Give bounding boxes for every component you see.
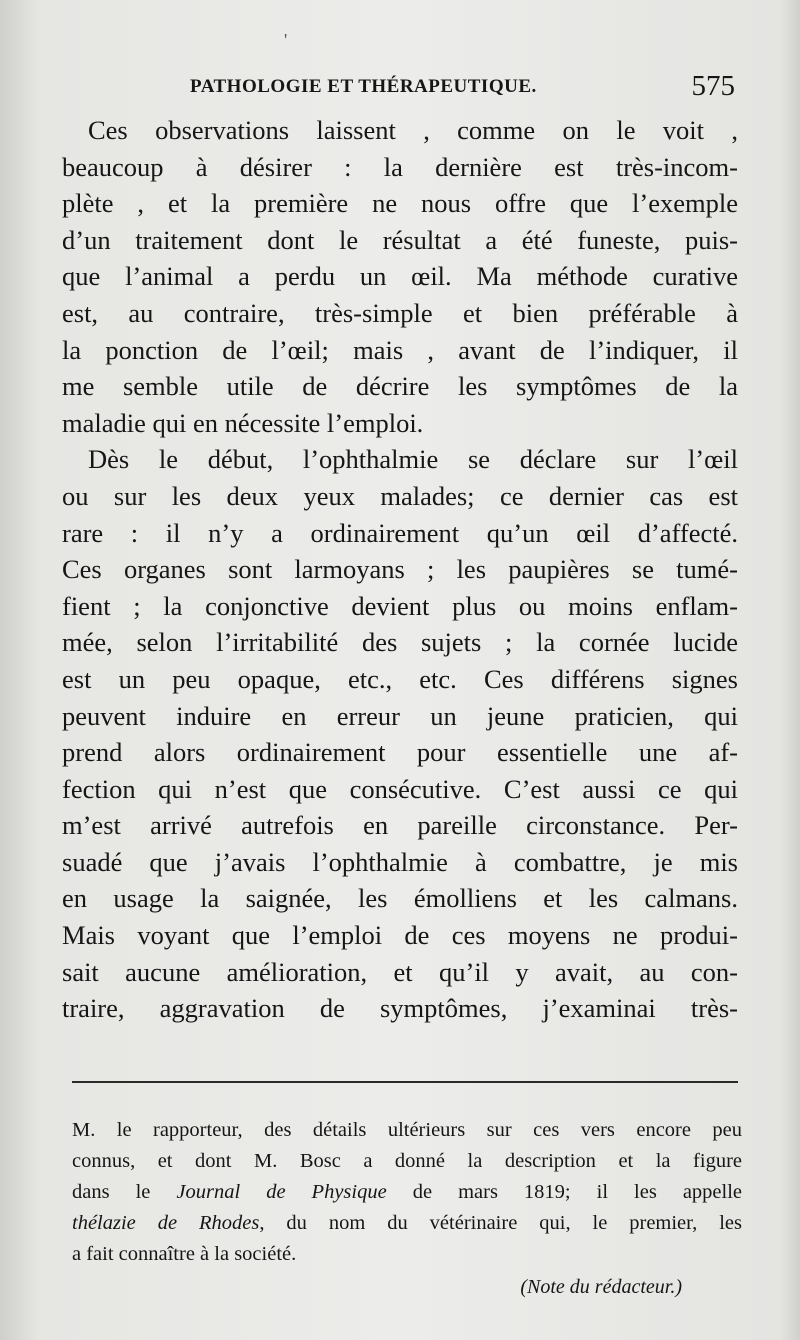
text-line: traire, aggravation de symptômes, j’examinai très-: [62, 993, 738, 1024]
text-line: en usage la saignée, les émolliens et les calmans.: [62, 883, 738, 914]
text-line: est, au contraire, très-simple et bien préférable à: [62, 297, 738, 328]
margin-tick: ': [284, 30, 288, 50]
text-line: plète , et la première ne nous offre que l’exemple: [62, 188, 738, 219]
footnote: [72, 1115, 742, 1270]
footnote-line: a fait connaître à la société.: [72, 1243, 297, 1265]
text-line: Mais voyant que l’emploi de ces moyens ne produi-: [62, 920, 738, 951]
text-line: Dès le début, l’ophthalmie se déclare sur l’œil: [88, 444, 738, 475]
text-line: fient ; la conjonctive devient plus ou moins enflam-: [62, 590, 738, 621]
text-line: d’un traitement dont le résultat a été funeste, puis-: [62, 224, 738, 255]
text-line: beaucoup à désirer : la dernière est très-incom-: [62, 151, 738, 182]
footnote-text: , du nom du vétérinaire qui, le premier, les: [259, 1212, 742, 1234]
text-line: que l’animal a perdu un œil. Ma méthode curative: [62, 261, 738, 292]
text-line: m’est arrivé autrefois en pareille circonstance. Per-: [62, 810, 738, 841]
text-line: prend alors ordinairement pour essentielle une af-: [62, 737, 738, 768]
footnote-text: de mars 1819; il les appelle: [386, 1181, 743, 1203]
text-line: mée, selon l’irritabilité des sujets ; la cornée lucide: [62, 627, 738, 658]
text-line: est un peu opaque, etc., etc. Ces différens signes: [62, 663, 738, 694]
editor-note: (Note du rédacteur.): [520, 1276, 682, 1298]
text-line: maladie qui en nécessite l’emploi.: [62, 407, 424, 438]
text-line: la ponction de l’œil; mais , avant de l’indiquer, il: [62, 334, 738, 365]
text-line: me semble utile de décrire les symptômes de la: [62, 371, 738, 402]
footnote-line: [72, 1177, 742, 1208]
body-text: [62, 112, 738, 1027]
text-line: fection qui n’est que consécutive. C’est aussi ce qui: [62, 773, 738, 804]
text-line: Ces organes sont larmoyans ; les paupières se tumé-: [62, 554, 738, 585]
footnote-line: M. le rapporteur, des détails ultérieurs sur ces vers encore peu: [72, 1119, 742, 1141]
text-line: sait aucune amélioration, et qu’il y avait, au con-: [62, 956, 738, 987]
page-number: 575: [691, 70, 735, 102]
text-line: rare : il n’y a ordinairement qu’un œil d’affecté.: [62, 517, 738, 548]
text-line: suadé que j’avais l’ophthalmie à combattre, je mis: [62, 846, 738, 877]
text-line: Ces observations laissent , comme on le voit ,: [88, 115, 738, 145]
species-name: thélazie de Rhodes: [72, 1212, 260, 1234]
text-line: ou sur les deux yeux malades; ce dernier cas est: [62, 480, 738, 511]
text-line: peuvent induire en erreur un jeune praticien, qui: [62, 700, 738, 731]
journal-title: Journal de Physique: [176, 1181, 387, 1203]
footnote-line: connus, et dont M. Bosc a donné la description et la figure: [72, 1150, 742, 1172]
footnote-text: dans le: [72, 1181, 177, 1203]
footnote-rule: [72, 1081, 738, 1083]
page-header: [190, 72, 735, 106]
footnote-line: [72, 1208, 742, 1239]
running-head: PATHOLOGIE ET THÉRAPEUTIQUE.: [190, 76, 537, 97]
